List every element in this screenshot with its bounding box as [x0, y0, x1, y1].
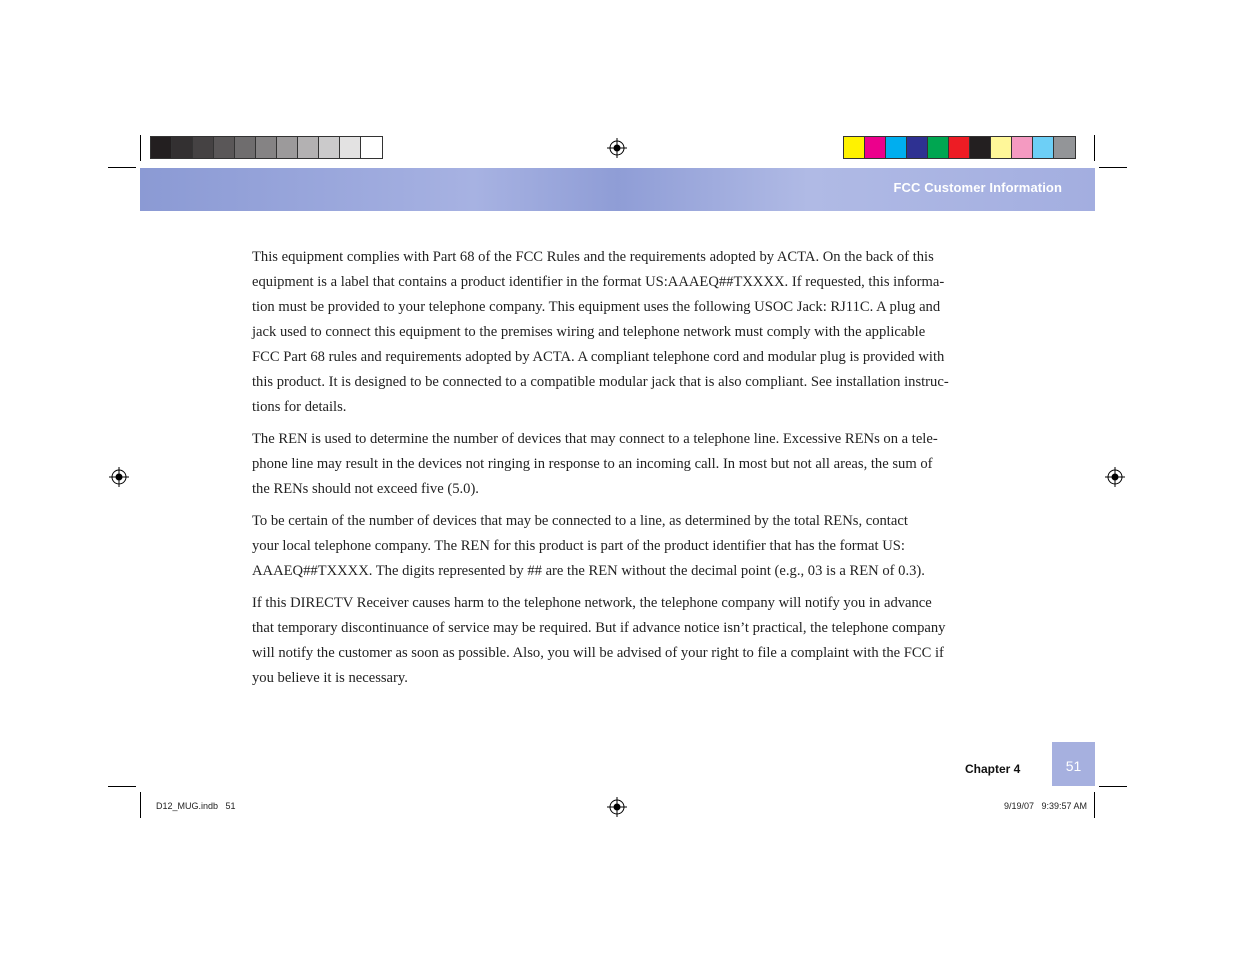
page-number: 51	[1065, 758, 1082, 774]
registration-mark-right-icon	[1105, 467, 1125, 487]
text-line: equipment is a label that contains a product identifier in the format US:AAAEQ##TXXXX. If requested, this informa-	[252, 274, 945, 290]
color-swatch	[886, 137, 907, 158]
grayscale-color-bar	[150, 136, 383, 159]
color-swatch	[949, 137, 970, 158]
paragraph-ren-count	[252, 509, 987, 584]
color-swatch	[1033, 137, 1054, 158]
text-line: jack used to connect this equipment to the premises wiring and telephone network must comply with the applicable	[252, 324, 926, 340]
text-line: will notify the customer as soon as possible. Also, you will be advised of your right to file a complaint with the FCC if	[252, 645, 944, 661]
paragraph-ren-definition	[252, 427, 987, 502]
page-number-box	[1052, 742, 1095, 786]
color-swatch	[319, 137, 340, 158]
color-swatch	[298, 137, 319, 158]
crop-mark-top-left-v	[140, 135, 141, 161]
text-line: the RENs should not exceed five (5.0).	[252, 481, 479, 497]
registration-mark-bottom-icon	[607, 797, 627, 817]
color-swatch	[1012, 137, 1033, 158]
body-text	[252, 245, 987, 698]
slug-file-info: D12_MUG.indb 51	[156, 801, 236, 811]
color-swatch	[991, 137, 1012, 158]
crop-mark-bottom-left-v	[140, 792, 141, 818]
color-swatch	[907, 137, 928, 158]
section-header-band	[140, 168, 1095, 211]
text-line: The REN is used to determine the number of devices that may connect to a telephone line. Excessive RENs on a tele-	[252, 431, 938, 447]
slug-timestamp: 9/19/07 9:39:57 AM	[1003, 801, 1087, 811]
text-line: this product. It is designed to be connected to a compatible modular jack that is also compliant. See installation instruc-	[252, 374, 949, 390]
process-color-bar	[843, 136, 1076, 159]
text-line: This equipment complies with Part 68 of the FCC Rules and the requirements adopted by ACTA. On the back of this	[252, 249, 934, 265]
crop-mark-top-left-h	[108, 167, 136, 168]
text-line: FCC Part 68 rules and requirements adopted by ACTA. A compliant telephone cord and modular plug is provided with	[252, 349, 945, 365]
color-swatch	[361, 137, 382, 158]
crop-mark-top-right-v	[1094, 135, 1095, 161]
color-swatch	[235, 137, 256, 158]
registration-mark-top-icon	[607, 138, 627, 158]
text-line: you believe it is necessary.	[252, 670, 408, 686]
text-line: If this DIRECTV Receiver causes harm to the telephone network, the telephone company will notify you in advance	[252, 595, 932, 611]
crop-mark-bottom-right-h	[1099, 786, 1127, 787]
text-line: AAAEQ##TXXXX. The digits represented by ## are the REN without the decimal point (e.g., 03 is a REN of 0.3).	[252, 563, 925, 579]
color-swatch	[277, 137, 298, 158]
color-swatch	[214, 137, 235, 158]
crop-mark-top-right-h	[1099, 167, 1127, 168]
paragraph-fcc-compliance	[252, 245, 987, 420]
color-swatch	[865, 137, 886, 158]
text-line: To be certain of the number of devices that may be connected to a line, as determined by the total RENs, contact	[252, 513, 908, 529]
text-line: tion must be provided to your telephone company. This equipment uses the following USOC Jack: RJ11C. A plug and	[252, 299, 941, 315]
color-swatch	[1054, 137, 1075, 158]
crop-mark-bottom-left-h	[108, 786, 136, 787]
paragraph-network-harm	[252, 591, 987, 691]
text-line: that temporary discontinuance of service may be required. But if advance notice isn’t practical, the telephone company	[252, 620, 946, 636]
color-swatch	[340, 137, 361, 158]
color-swatch	[256, 137, 277, 158]
text-line: phone line may result in the devices not ringing in response to an incoming call. In most but not all areas, the sum of	[252, 456, 933, 472]
text-line: your local telephone company. The REN for this product is part of the product identifier that has the format US:	[252, 538, 905, 554]
text-line: tions for details.	[252, 399, 347, 415]
chapter-label: Chapter 4	[965, 762, 1021, 776]
crop-mark-bottom-right-v	[1094, 792, 1095, 818]
color-swatch	[928, 137, 949, 158]
registration-mark-left-icon	[109, 467, 129, 487]
color-swatch	[970, 137, 991, 158]
section-title: FCC Customer Information	[893, 180, 1062, 195]
color-swatch	[193, 137, 214, 158]
color-swatch	[844, 137, 865, 158]
color-swatch	[151, 137, 172, 158]
color-swatch	[172, 137, 193, 158]
